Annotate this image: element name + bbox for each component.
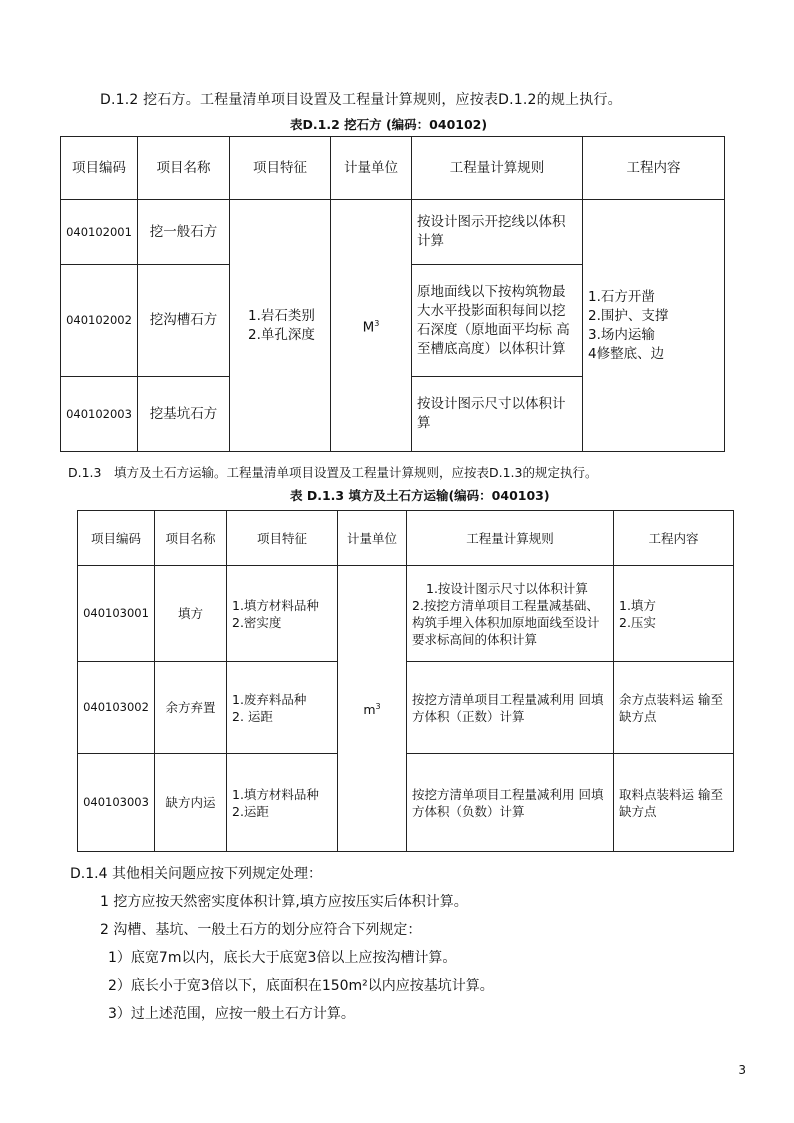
notes-item-1: 1 挖方应按天然密实度体积计算,填方应按压实后体积计算。 [100, 894, 468, 910]
header-name: 项目名称 [155, 511, 227, 566]
header-unit: 计量单位 [331, 137, 412, 200]
unit-exponent: 3 [375, 702, 381, 712]
table1-caption: 表D.1.2 挖石方 (编码：040102) [290, 117, 488, 132]
header-feature: 项目特征 [227, 511, 338, 566]
table-header-row [78, 511, 734, 566]
table-d-1-2 [60, 136, 725, 452]
item-code: 040103001 [78, 566, 155, 662]
content-line: 3.场内运输 [588, 326, 655, 343]
item-contents [614, 566, 734, 662]
item-code: 040103002 [78, 662, 155, 754]
header-code: 项目编码 [61, 137, 138, 200]
item-code: 040103003 [78, 754, 155, 852]
unit-base: m [363, 702, 376, 718]
table-row [78, 566, 734, 662]
feature-line: 1.废弃料品种 [232, 691, 307, 707]
item-name: 挖基坑石方 [138, 377, 230, 452]
notes-subitem-1: 1）底宽7m以内，底长大于底宽3倍以上应按沟槽计算。 [108, 950, 457, 966]
notes-subitem-2: 2）底长小于宽3倍以下，底面积在150m²以内应按基坑计算。 [108, 978, 494, 994]
item-features [227, 754, 338, 852]
intro-paragraph: D.1.2 挖石方。工程量清单项目设置及工程量计算规则，应按表D.1.2的规上执行。 [100, 92, 622, 108]
feature-line: 2.单孔深度 [248, 326, 315, 343]
item-rule [407, 566, 614, 662]
item-code: 040102003 [61, 377, 138, 452]
feature-line: 2.运距 [232, 803, 269, 819]
item-contents [583, 200, 725, 452]
item-rule: 按挖方清单项目工程量减利用 回填方体积（负数）计算 [407, 754, 614, 852]
page-number: 3 [738, 1063, 746, 1077]
item-contents: 余方点装料运 输至缺方点 [614, 662, 734, 754]
item-features [230, 200, 331, 452]
header-content: 工程内容 [614, 511, 734, 566]
item-rule: 原地面线以下按构筑物最大水平投影面积每间以挖石深度（原地面平均标 高至槽底高度）以体积计算 [412, 265, 583, 377]
table2-caption: 表 D.1.3 填方及土石方运输(编码：040103) [290, 488, 550, 503]
item-features [227, 566, 338, 662]
item-unit [338, 566, 407, 852]
item-name: 填方 [155, 566, 227, 662]
item-name: 余方弃置 [155, 662, 227, 754]
header-name: 项目名称 [138, 137, 230, 200]
table-header-row [61, 137, 725, 200]
feature-line: 2. 运距 [232, 708, 273, 724]
item-name: 挖沟槽石方 [138, 265, 230, 377]
unit-base: M [362, 319, 375, 336]
item-rule: 按设计图示开挖线以体积计算 [412, 200, 583, 265]
section-d-1-3-text: D.1.3 填方及土石方运输。工程量清单项目设置及工程量计算规则，应按表D.1.3的规定执行。 [68, 465, 598, 480]
header-rule: 工程量计算规则 [407, 511, 614, 566]
item-rule: 按挖方清单项目工程量减利用 回填方体积（正数）计算 [407, 662, 614, 754]
rule-line: 1.按设计图示尺寸以体积计算 [426, 580, 588, 596]
header-code: 项目编码 [78, 511, 155, 566]
item-code: 040102002 [61, 265, 138, 377]
item-name: 挖一般石方 [138, 200, 230, 265]
notes-item-2: 2 沟槽、基坑、一般土石方的划分应符合下列规定： [100, 922, 422, 938]
item-unit [331, 200, 412, 452]
content-line: 4修整底、边 [588, 345, 665, 362]
notes-heading: D.1.4 其他相关问题应按下列规定处理： [70, 866, 322, 882]
feature-line: 1.岩石类别 [248, 307, 315, 324]
item-rule: 按设计图示尺寸以体积计算 [412, 377, 583, 452]
content-line: 2.压实 [619, 614, 656, 630]
content-line: 1.填方 [619, 597, 656, 613]
feature-line: 1.填方材料品种 [232, 786, 319, 802]
item-features [227, 662, 338, 754]
notes-subitem-3: 3）过上述范围，应按一般土石方计算。 [108, 1006, 355, 1022]
table-row [61, 200, 725, 265]
content-line: 1.石方开凿 [588, 288, 655, 305]
item-contents: 取料点装料运 输至缺方点 [614, 754, 734, 852]
item-name: 缺方内运 [155, 754, 227, 852]
item-code: 040102001 [61, 200, 138, 265]
feature-line: 1.填方材料品种 [232, 597, 319, 613]
rule-line: 2.按挖方清单项目工程量减基础、构筑手埋入体积加原地面线至设计要求标高间的体积计算 [412, 597, 600, 647]
unit-exponent: 3 [374, 318, 380, 328]
header-rule: 工程量计算规则 [412, 137, 583, 200]
header-feature: 项目特征 [230, 137, 331, 200]
header-unit: 计量单位 [338, 511, 407, 566]
content-line: 2.围护、支撑 [588, 307, 669, 324]
table-d-1-3 [77, 510, 734, 852]
feature-line: 2.密实度 [232, 614, 282, 630]
header-content: 工程内容 [583, 137, 725, 200]
section-d-1-4-notes [70, 860, 494, 1028]
